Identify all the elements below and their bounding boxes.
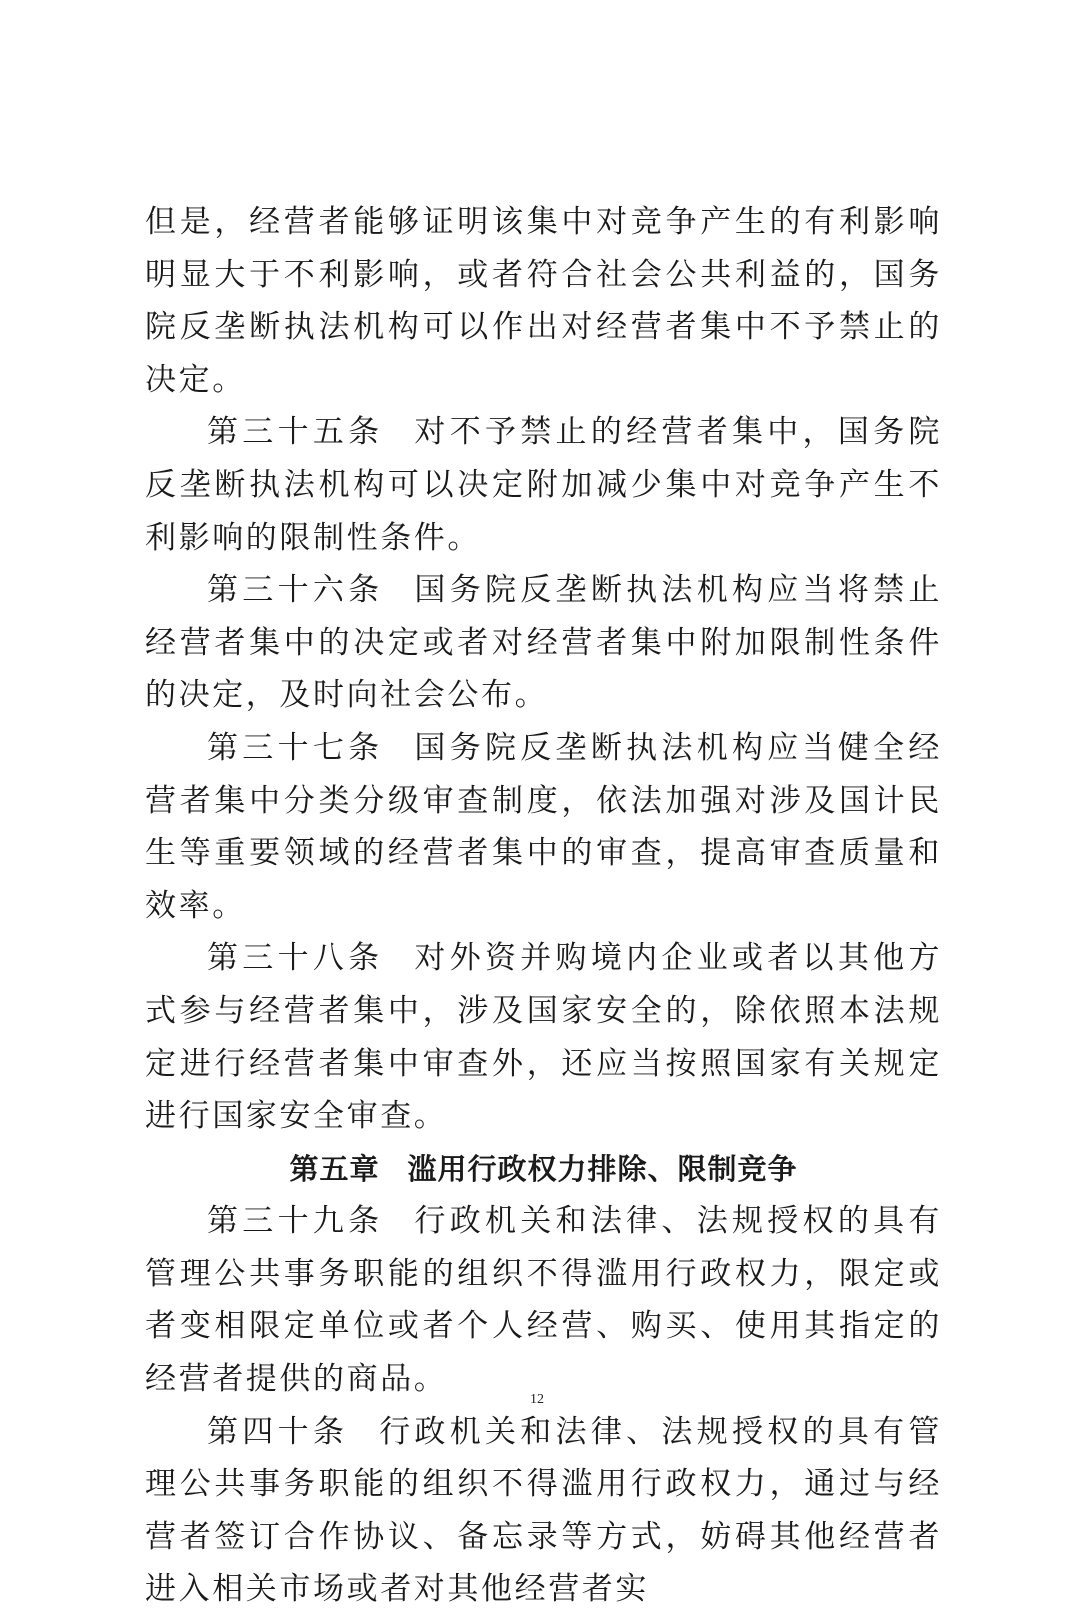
article-39 [145,1195,942,1405]
article-number: 第三十五条 [207,414,384,451]
opening-paragraph: 但是，经营者能够证明该集中对竞争产生的有利影响明显大于不利影响，或者符合社会公共利益的，国务院反垄断执法机构可以作出对经营者集中不予禁止的决定。 [145,204,942,398]
article-number: 第三十六条 [207,572,384,609]
article-text: 国务院反垄断执法机构应当健全经营者集中分类分级审查制度，依法加强对涉及国计民生等重要领域的经营者集中的审查，提高审查质量和效率。 [145,729,942,924]
article-38 [145,932,942,1142]
article-text: 行政机关和法律、法规授权的具有管理公共事务职能的组织不得滥用行政权力，通过与经营者签订合作协议、备忘录等方式，妨碍其他经营者进入相关市场或者对其他经营者实 [145,1413,942,1608]
article-number: 第三十七条 [207,729,384,766]
article-35 [145,406,942,564]
article-37 [145,722,942,932]
article-number: 第三十八条 [207,940,384,977]
article-40 [145,1406,942,1616]
article-36 [145,564,942,722]
page-number: 12 [530,1392,544,1407]
article-number: 第四十条 [207,1413,349,1450]
chapter-heading [145,1143,942,1196]
article-text: 行政机关和法律、法规授权的具有管理公共事务职能的组织不得滥用行政权力，限定或者变相限定单位或者个人经营、购买、使用其指定的经营者提供的商品。 [145,1203,942,1398]
chapter-number: 第五章 [289,1151,380,1186]
article-text: 对不予禁止的经营者集中，国务院反垄断执法机构可以决定附加减少集中对竞争产生不利影响的限制性条件。 [145,414,942,556]
article-text: 国务院反垄断执法机构应当将禁止经营者集中的决定或者对经营者集中附加限制性条件的决定，及时向社会公布。 [145,572,942,714]
chapter-title: 滥用行政权力排除、限制竞争 [407,1151,798,1186]
article-text: 对外资并购境内企业或者以其他方式参与经营者集中，涉及国家安全的，除依照本法规定进行经营者集中审查外，还应当按照国家有关规定进行国家安全审查。 [145,940,942,1135]
article-number: 第三十九条 [207,1203,384,1240]
